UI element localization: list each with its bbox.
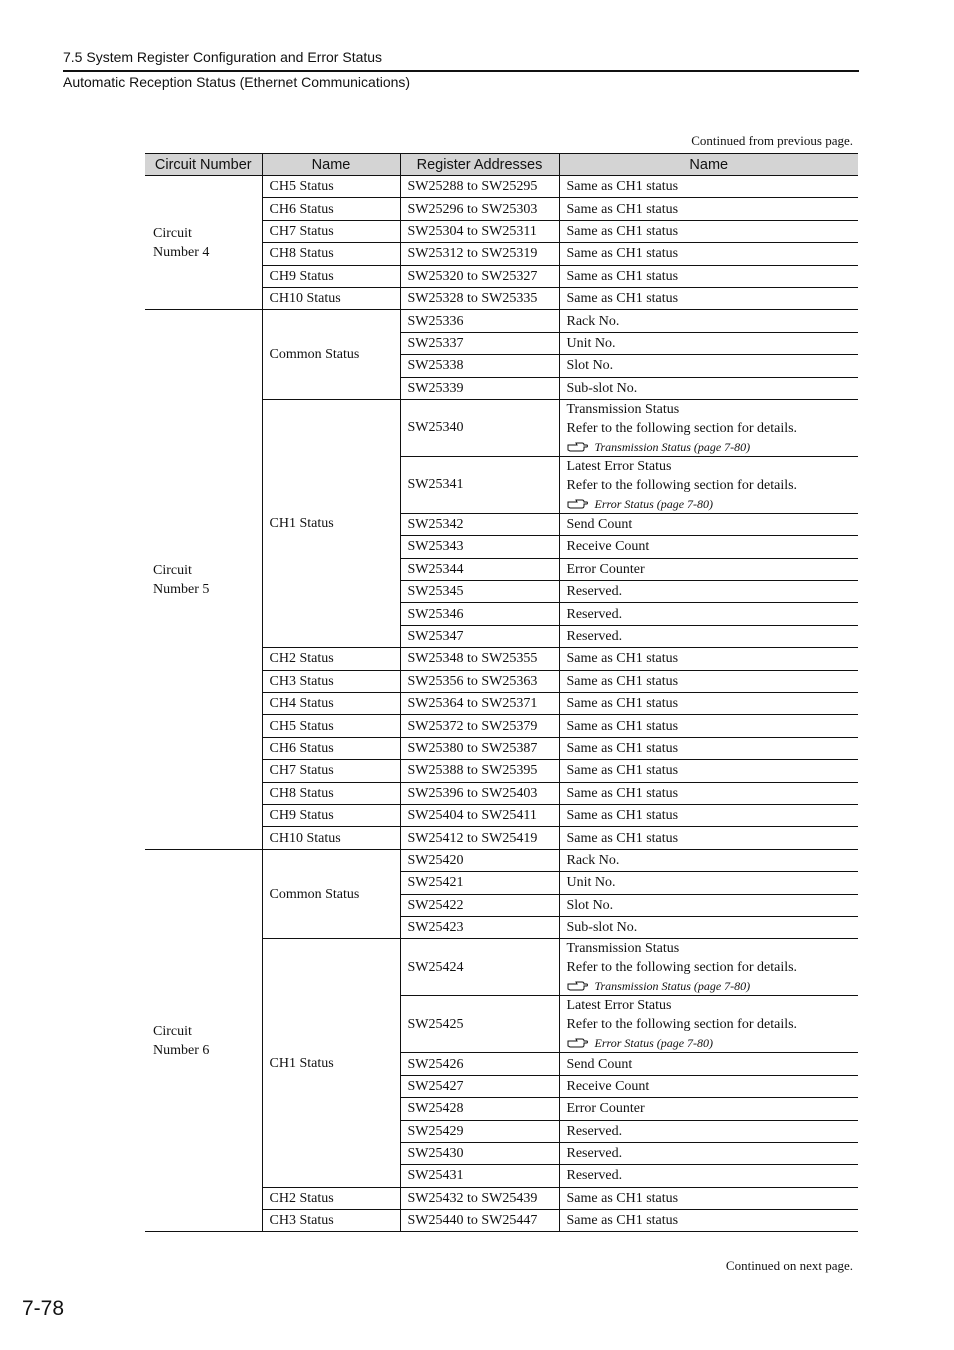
cross-reference-link[interactable]: Transmission Status (page 7-80) xyxy=(594,439,751,454)
register-address-cell: SW25312 to SW25319 xyxy=(400,243,559,265)
register-description-cell: Error Counter xyxy=(559,1098,858,1120)
description-detail: Refer to the following section for details. xyxy=(566,1017,798,1033)
register-description-cell: Reserved. xyxy=(559,603,858,625)
register-address-cell: SW25430 xyxy=(400,1142,559,1164)
register-address-cell: SW25420 xyxy=(400,849,559,871)
register-description-cell: Same as CH1 status xyxy=(559,1210,858,1232)
register-name-cell: CH1 Status xyxy=(262,939,400,1187)
table-header-row xyxy=(145,154,858,176)
page-number: 7-78 xyxy=(22,1297,65,1320)
cross-reference-link[interactable]: Error Status (page 7-80) xyxy=(594,1036,714,1051)
register-name-cell: CH7 Status xyxy=(262,220,400,242)
register-address-cell: SW25342 xyxy=(400,513,559,535)
register-name-cell: Common Status xyxy=(262,310,400,400)
register-address-cell: SW25404 to SW25411 xyxy=(400,804,559,826)
pointing-hand-icon xyxy=(567,980,589,992)
register-address-cell: SW25288 to SW25295 xyxy=(400,176,559,198)
register-name-cell: CH9 Status xyxy=(262,804,400,826)
register-description-cell: Error Counter xyxy=(559,558,858,580)
register-address-cell: SW25388 to SW25395 xyxy=(400,760,559,782)
register-address-cell: SW25423 xyxy=(400,916,559,938)
register-name-cell: CH8 Status xyxy=(262,782,400,804)
register-address-cell: SW25440 to SW25447 xyxy=(400,1210,559,1232)
register-description-cell: Same as CH1 status xyxy=(559,760,858,782)
register-name-cell: CH5 Status xyxy=(262,176,400,198)
page-subtitle: Automatic Reception Status (Ethernet Communications) xyxy=(63,74,411,90)
register-address-cell: SW25341 xyxy=(400,456,559,513)
register-name-cell: CH3 Status xyxy=(262,1210,400,1232)
pointing-hand-icon xyxy=(567,441,589,453)
description-title: Latest Error Status xyxy=(566,458,672,474)
register-address-cell: SW25343 xyxy=(400,536,559,558)
register-description-cell: Same as CH1 status xyxy=(559,220,858,242)
register-name-cell: CH5 Status xyxy=(262,715,400,737)
register-address-cell: SW25296 to SW25303 xyxy=(400,198,559,220)
register-description-cell: Same as CH1 status xyxy=(559,287,858,309)
register-address-cell: SW25429 xyxy=(400,1120,559,1142)
register-description-cell: Reserved. xyxy=(559,1120,858,1142)
register-description-cell: Same as CH1 status xyxy=(559,693,858,715)
register-description-cell: Same as CH1 status xyxy=(559,670,858,692)
register-address-cell: SW25372 to SW25379 xyxy=(400,715,559,737)
table-body xyxy=(145,176,858,1232)
circuit-number-cell: Circuit Number 5 xyxy=(145,310,262,849)
register-description-cell: Send Count xyxy=(559,513,858,535)
register-address-cell: SW25421 xyxy=(400,872,559,894)
register-address-cell: SW25338 xyxy=(400,355,559,377)
register-description-cell: Same as CH1 status xyxy=(559,782,858,804)
register-description-cell: Same as CH1 status xyxy=(559,715,858,737)
register-description-cell: Reserved. xyxy=(559,1165,858,1187)
register-address-cell: SW25424 xyxy=(400,939,559,996)
register-address-cell: SW25328 to SW25335 xyxy=(400,287,559,309)
register-address-cell: SW25320 to SW25327 xyxy=(400,265,559,287)
section-heading: 7.5 System Register Configuration and Error Status xyxy=(63,49,383,65)
description-title: Transmission Status xyxy=(566,941,680,957)
cross-reference-link[interactable]: Error Status (page 7-80) xyxy=(594,496,714,511)
register-description-cell: Sub-slot No. xyxy=(559,377,858,399)
register-address-cell: SW25422 xyxy=(400,894,559,916)
register-address-cell: SW25432 to SW25439 xyxy=(400,1187,559,1209)
register-address-cell: SW25380 to SW25387 xyxy=(400,737,559,759)
register-description-cell: Slot No. xyxy=(559,894,858,916)
register-description-cell xyxy=(559,399,858,456)
register-description-cell: Unit No. xyxy=(559,872,858,894)
register-description-cell: Send Count xyxy=(559,1053,858,1075)
register-description-cell: Rack No. xyxy=(559,849,858,871)
register-name-cell: CH4 Status xyxy=(262,693,400,715)
col-header-description: Name xyxy=(559,154,858,176)
register-name-cell: CH2 Status xyxy=(262,1187,400,1209)
register-name-cell: CH1 Status xyxy=(262,399,400,647)
register-description-cell xyxy=(559,939,858,996)
register-description-cell: Same as CH1 status xyxy=(559,737,858,759)
register-address-cell: SW25345 xyxy=(400,581,559,603)
register-name-cell: Common Status xyxy=(262,849,400,939)
register-description-cell: Same as CH1 status xyxy=(559,1187,858,1209)
register-name-cell: CH6 Status xyxy=(262,198,400,220)
register-name-cell: CH3 Status xyxy=(262,670,400,692)
description-detail: Refer to the following section for details. xyxy=(566,960,798,976)
register-name-cell: CH8 Status xyxy=(262,243,400,265)
register-name-cell: CH10 Status xyxy=(262,287,400,309)
register-name-cell: CH7 Status xyxy=(262,760,400,782)
register-description-cell xyxy=(559,996,858,1053)
register-address-cell: SW25364 to SW25371 xyxy=(400,693,559,715)
header-rule xyxy=(63,70,859,72)
register-address-cell: SW25304 to SW25311 xyxy=(400,220,559,242)
register-address-cell: SW25344 xyxy=(400,558,559,580)
register-address-cell: SW25426 xyxy=(400,1053,559,1075)
register-address-cell: SW25428 xyxy=(400,1098,559,1120)
description-title: Transmission Status xyxy=(566,401,680,417)
description-title: Latest Error Status xyxy=(566,998,672,1014)
register-address-cell: SW25396 to SW25403 xyxy=(400,782,559,804)
register-address-cell: SW25340 xyxy=(400,399,559,456)
col-header-register-addresses: Register Addresses xyxy=(400,154,559,176)
circuit-number-cell: Circuit Number 4 xyxy=(145,176,262,310)
register-address-cell: SW25336 xyxy=(400,310,559,332)
register-description-cell: Receive Count xyxy=(559,536,858,558)
register-description-cell: Reserved. xyxy=(559,581,858,603)
table-row xyxy=(145,176,858,198)
register-address-cell: SW25431 xyxy=(400,1165,559,1187)
table-row xyxy=(145,310,858,332)
continued-next-note: Continued on next page. xyxy=(725,1258,853,1273)
register-name-cell: CH9 Status xyxy=(262,265,400,287)
register-description-cell xyxy=(559,456,858,513)
table-row xyxy=(145,849,858,871)
register-description-cell: Same as CH1 status xyxy=(559,243,858,265)
register-description-cell: Same as CH1 status xyxy=(559,265,858,287)
col-header-circuit-number: Circuit Number xyxy=(145,154,262,176)
description-detail: Refer to the following section for details. xyxy=(566,477,798,493)
register-description-cell: Same as CH1 status xyxy=(559,648,858,670)
register-address-cell: SW25356 to SW25363 xyxy=(400,670,559,692)
pointing-hand-icon xyxy=(567,498,589,510)
cross-reference-link[interactable]: Transmission Status (page 7-80) xyxy=(594,979,751,994)
register-description-cell: Same as CH1 status xyxy=(559,804,858,826)
register-address-cell: SW25339 xyxy=(400,377,559,399)
register-address-cell: SW25337 xyxy=(400,332,559,354)
register-description-cell: Slot No. xyxy=(559,355,858,377)
pointing-hand-icon xyxy=(567,1037,589,1049)
register-description-cell: Reserved. xyxy=(559,1142,858,1164)
continued-from-note: Continued from previous page. xyxy=(691,133,853,148)
register-address-cell: SW25412 to SW25419 xyxy=(400,827,559,849)
description-detail: Refer to the following section for details. xyxy=(566,420,798,436)
register-name-cell: CH6 Status xyxy=(262,737,400,759)
register-description-cell: Same as CH1 status xyxy=(559,176,858,198)
col-header-name: Name xyxy=(262,154,400,176)
register-address-cell: SW25346 xyxy=(400,603,559,625)
register-name-cell: CH2 Status xyxy=(262,648,400,670)
register-description-cell: Receive Count xyxy=(559,1075,858,1097)
register-description-cell: Sub-slot No. xyxy=(559,916,858,938)
register-description-cell: Unit No. xyxy=(559,332,858,354)
register-name-cell: CH10 Status xyxy=(262,827,400,849)
register-address-cell: SW25348 to SW25355 xyxy=(400,648,559,670)
register-address-cell: SW25427 xyxy=(400,1075,559,1097)
register-description-cell: Reserved. xyxy=(559,625,858,647)
register-description-cell: Rack No. xyxy=(559,310,858,332)
register-description-cell: Same as CH1 status xyxy=(559,198,858,220)
register-description-cell: Same as CH1 status xyxy=(559,827,858,849)
register-address-cell: SW25347 xyxy=(400,625,559,647)
register-table xyxy=(145,153,858,1232)
register-address-cell: SW25425 xyxy=(400,996,559,1053)
circuit-number-cell: Circuit Number 6 xyxy=(145,849,262,1232)
